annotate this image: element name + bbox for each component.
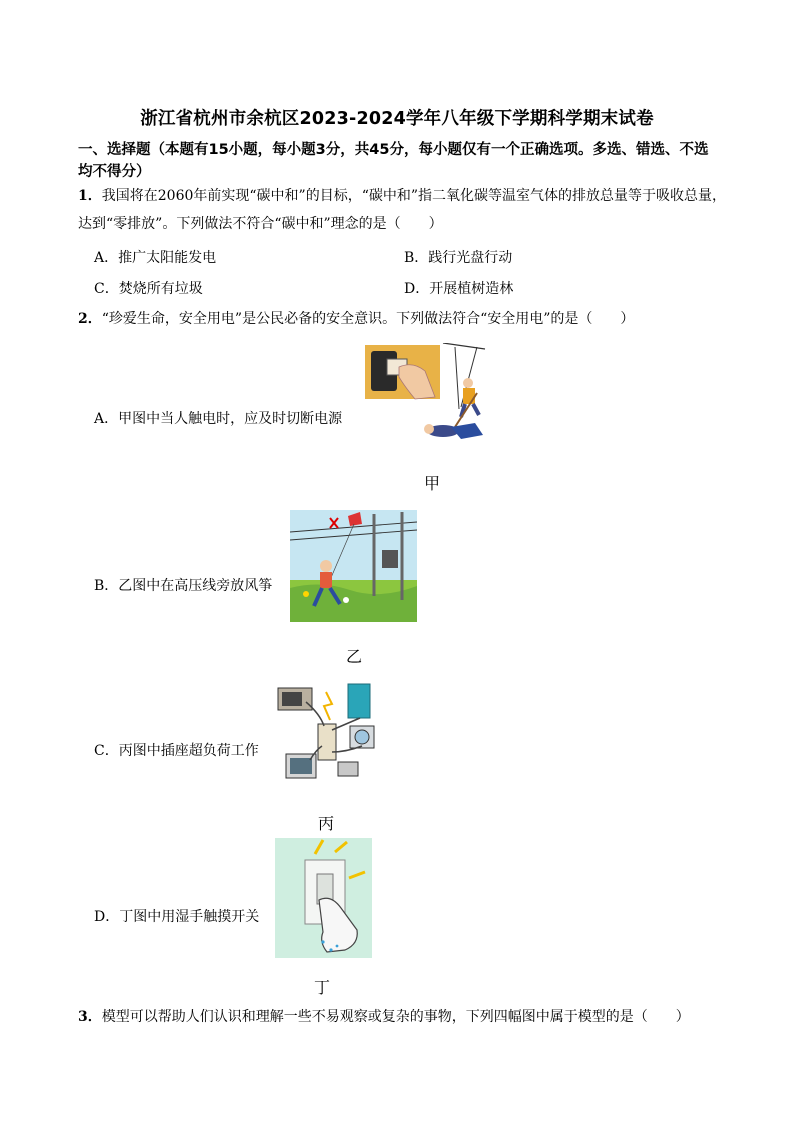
overloaded-socket-illustration	[276, 680, 382, 784]
question-2	[78, 305, 726, 333]
q1-option-d: D．开展植树造林	[404, 281, 514, 297]
question-number: 2．	[78, 311, 102, 327]
question-number: 3．	[78, 1009, 102, 1025]
question-stem: 模型可以帮助人们认识和理解一些不易观察或复杂的事物，下列四幅图中属于模型的是（ ）	[101, 1009, 690, 1025]
q2-option-a: A．甲图中当人触电时，应及时切断电源	[94, 411, 343, 427]
q2-option-c: C．丙图中插座超负荷工作	[94, 743, 259, 759]
q1-option-b: B．践行光盘行动	[404, 250, 513, 266]
figure-caption-bing: 丙	[318, 814, 335, 833]
question-3	[78, 1003, 726, 1031]
q2-option-b: B．乙图中在高压线旁放风筝	[94, 578, 273, 594]
figure-caption-jia: 甲	[424, 474, 441, 493]
wet-hand-switch-illustration	[275, 838, 372, 958]
kite-near-power-lines-illustration	[290, 510, 417, 622]
section-heading: 一、选择题（本题有15小题，每小题3分，共45分，每小题仅有一个正确选项。多选、错选、不选均不得分）	[78, 142, 709, 180]
q1-option-c: C．焚烧所有垃圾	[94, 281, 203, 297]
q1-option-a: A．推广太阳能发电	[94, 250, 217, 266]
q2-option-d: D．丁图中用湿手触摸开关	[94, 909, 260, 925]
question-stem: “珍爱生命，安全用电”是公民必备的安全意识。下列做法符合“安全用电”的是（ ）	[101, 311, 635, 327]
figure-caption-ding: 丁	[314, 978, 331, 997]
rescue-electric-shock-illustration	[365, 343, 495, 447]
question-1	[78, 182, 726, 238]
page-title: 浙江省杭州市余杭区2023-2024学年八年级下学期科学期末试卷	[140, 109, 654, 129]
question-stem: 我国将在2060年前实现“碳中和”的目标，“碳中和”指二氧化碳等温室气体的排放总量等于吸收总量，达到“零排放”。下列做法不符合“碳中和”理念的是（ ）	[78, 188, 727, 232]
figure-caption-yi: 乙	[346, 647, 363, 666]
question-number: 1．	[78, 188, 102, 204]
